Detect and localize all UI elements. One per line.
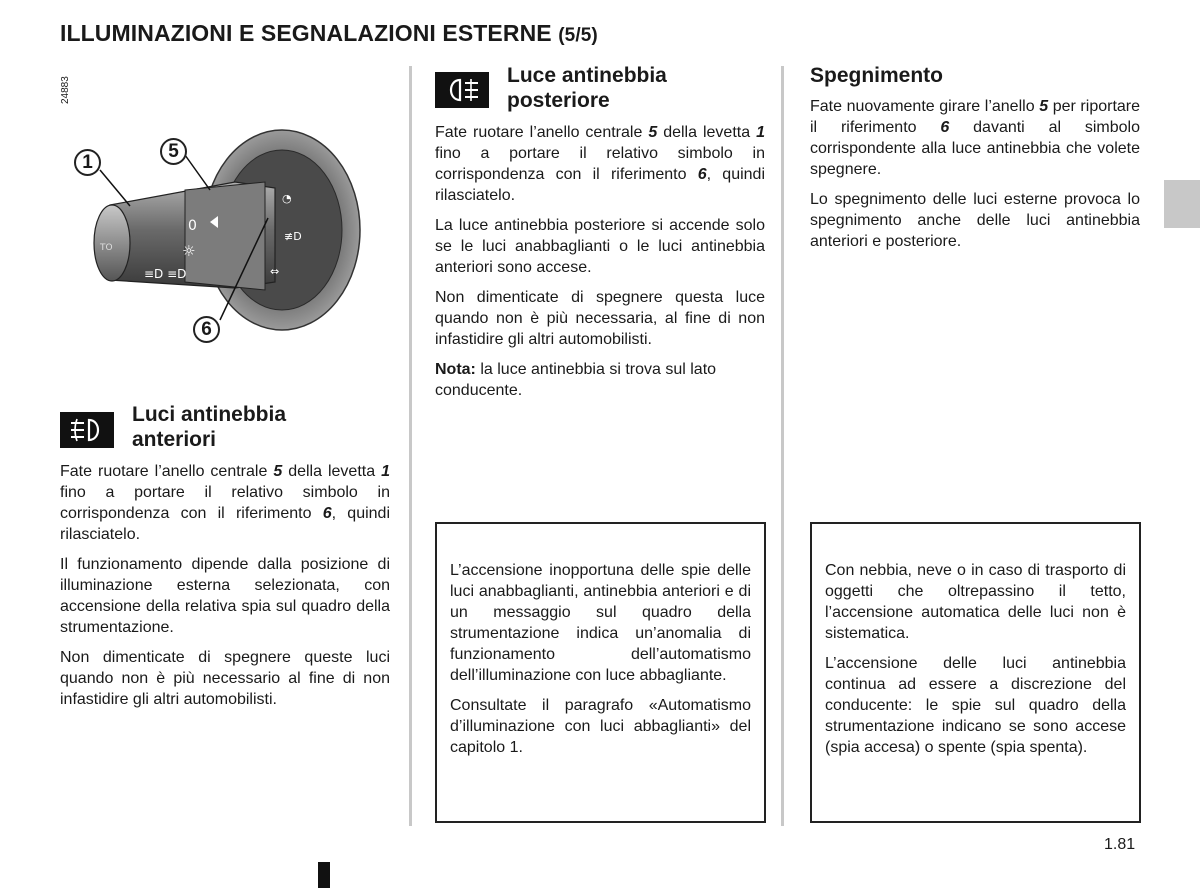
title-text: ILLUMINAZIONI E SEGNALAZIONI ESTERNE — [60, 20, 552, 46]
svg-text:☼: ☼ — [182, 242, 196, 260]
title-part: (5/5) — [558, 25, 598, 46]
paragraph: L’accensione delle luci antinebbia continua ad essere a discrezione del conducente: le spie sul quadro della strumentazione indicano se sono accese (spia accesa) o spente (spia spenta). — [825, 655, 1126, 756]
rear-fog-body — [435, 122, 765, 410]
paragraph: Non dimenticate di spegnere questa luce quando non è più necessaria, al fine di non infastidire gli altri automobilisti. — [435, 289, 765, 348]
front-fog-body — [60, 461, 390, 719]
column-divider — [409, 66, 412, 826]
front-fog-heading — [132, 402, 286, 452]
page-number: 1.81 — [1104, 836, 1136, 853]
paragraph: La luce antinebbia posteriore si accende solo se le luci anabbaglianti o le luci antinebbia anteriori sono accese. — [435, 217, 765, 276]
paragraph: Fate ruotare l’anello centrale 5 della levetta 1 fino a portare il relativo simbolo in corrispondenza con il riferimento 6, quindi rilasciatelo. — [435, 124, 765, 204]
warning-box-fog-conditions — [810, 522, 1141, 823]
page-title — [60, 20, 598, 47]
note: Nota: la luce antinebbia si trova sul lato conducente. — [435, 361, 717, 399]
bottom-bar-marker — [318, 862, 330, 888]
heading-line: posteriore — [507, 89, 610, 112]
paragraph: Lo spegnimento delle luci esterne provoca lo spegnimento anche delle luci antinebbia anteriori e posteriore. — [810, 191, 1140, 250]
heading-line: anteriori — [132, 428, 217, 451]
rear-fog-heading — [507, 63, 667, 113]
rear-fog-light-icon — [435, 72, 489, 108]
svg-text:0: 0 — [188, 218, 197, 234]
paragraph: Consultate il paragrafo «Automatismo d’illuminazione con luci abbaglianti» del capitolo 1. — [450, 697, 751, 756]
svg-text:⇔: ⇔ — [270, 265, 280, 278]
heading-line: Luce antinebbia — [507, 64, 667, 87]
callout-6: 6 — [193, 316, 220, 343]
callout-5: 5 — [160, 138, 187, 165]
callout-1: 1 — [74, 149, 101, 176]
column-divider — [781, 66, 784, 826]
paragraph: Fate nuovamente girare l’anello 5 per riportare il riferimento 6 davanti al simbolo corrispondente alla luce antinebbia che volete spegnere. — [810, 98, 1141, 178]
paragraph: Non dimenticate di spegnere queste luci quando non è più necessario al fine di non infastidire gli altri automobilisti. — [60, 649, 390, 708]
paragraph: L’accensione inopportuna delle spie delle luci anabbaglianti, antinebbia anteriori e di un messaggio sul quadro della strumentazione indica un’anomalia di funzionamento dell’automatismo dell’illuminazione con luce abbagliante. — [450, 562, 751, 684]
warning-box-automatic-lights — [435, 522, 766, 823]
switch-off-body — [810, 96, 1140, 261]
svg-text:TO: TO — [100, 243, 113, 253]
svg-text:≡D ≡D: ≡D ≡D — [144, 267, 187, 281]
paragraph: Il funzionamento dipende dalla posizione di illuminazione esterna selezionata, con accensione della relativa spia sul quadro della strumentazione. — [60, 556, 390, 636]
svg-text:≢D: ≢D — [284, 230, 302, 243]
paragraph: Con nebbia, neve o in caso di trasporto di oggetti che oltrepassino il tetto, l’accensione automatica delle luci non è sistematica. — [825, 562, 1126, 642]
chapter-tab-marker — [1164, 180, 1200, 228]
switch-off-heading: Spegnimento — [810, 64, 944, 87]
paragraph: Fate ruotare l’anello centrale 5 della levetta 1 fino a portare il relativo simbolo in corrispondenza con il riferimento 6, quindi rilasciatelo. — [60, 463, 390, 543]
svg-text:◔: ◔ — [282, 192, 292, 205]
heading-line: Luci antinebbia — [132, 403, 287, 426]
image-code: 24883 — [60, 76, 71, 104]
front-fog-light-icon — [60, 412, 114, 448]
